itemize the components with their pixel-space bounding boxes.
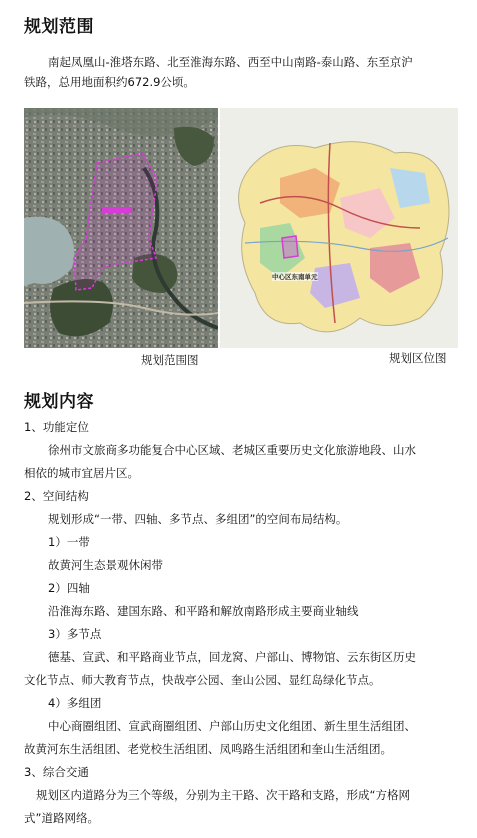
content-line: 1、功能定位 [24, 420, 89, 434]
scope-heading: 规划范围 [24, 17, 94, 37]
content-line: 3）多节点 [48, 627, 102, 641]
content-line: 1）一带 [48, 535, 90, 549]
content-line: 相依的城市宜居片区。 [24, 466, 139, 480]
content-line: 规划形成“一带、四轴、多节点、多组团”的空间布局结构。 [48, 512, 348, 526]
content-line: 3、综合交通 [24, 765, 89, 779]
content-line: 2、空间结构 [24, 489, 89, 503]
content-line: 文化节点、师大教育节点，快哉亭公园、奎山公园、显红岛绿化节点。 [24, 673, 381, 687]
content-line: 式”道路网络。 [24, 811, 99, 825]
content-line: 徐州市文旅商多功能复合中心区域、老城区重要历史文化旅游地段、山水 [48, 443, 416, 457]
planning-scope-satellite-map [24, 108, 218, 348]
content-line: 2）四轴 [48, 581, 90, 595]
content-line: 规划区内道路分为三个等级，分别为主干路、次干路和支路，形成“方格网 [36, 788, 410, 802]
content-heading: 规划内容 [24, 392, 94, 412]
content-line: 故黄河东生活组团、老党校生活组团、凤鸣路生活组团和奎山生活组团。 [24, 742, 392, 756]
scope-paragraph-line-2: 铁路，总用地面积约672.9公顷。 [24, 75, 195, 89]
content-line: 德基、宣武、和平路商业节点，回龙窝、户部山、博物馆、云东街区历史 [48, 650, 416, 664]
content-line: 故黄河生态景观休闲带 [48, 558, 163, 572]
planning-location-map [220, 108, 458, 348]
scope-paragraph-line-1: 南起凤凰山-淮塔东路、北至淮海东路、西至中山南路-泰山路、东至京沪 [48, 55, 413, 69]
planning-location-map-caption: 规划区位图 [389, 351, 447, 365]
content-line: 4）多组团 [48, 696, 102, 710]
planning-scope-map-caption: 规划范围图 [141, 353, 199, 367]
location-map-label: 中心区东南单元 [272, 273, 318, 281]
content-line: 中心商圈组团、宣武商圈组团、户部山历史文化组团、新生里生活组团、 [48, 719, 416, 733]
content-line: 沿淮海东路、建国东路、和平路和解放南路形成主要商业轴线 [48, 604, 359, 618]
